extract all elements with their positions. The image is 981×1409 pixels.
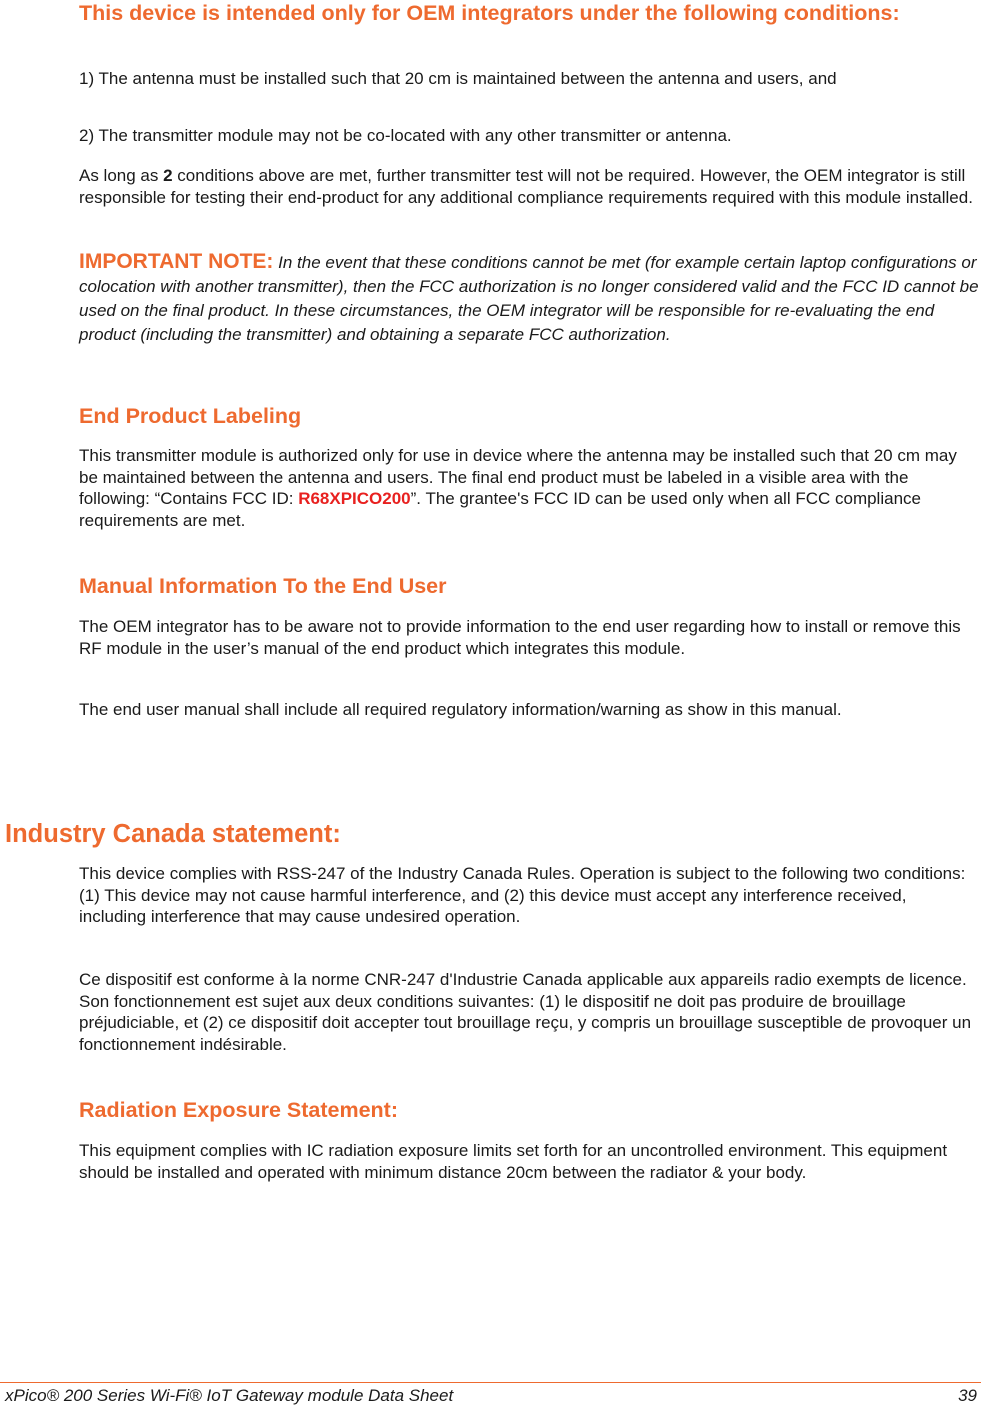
fcc-id: R68XPICO200 — [298, 489, 411, 508]
manual-paragraph-2: The end user manual shall include all required regulatory information/warning as show in this manual. — [79, 700, 842, 719]
footer-divider — [0, 1382, 981, 1383]
conditions-count: 2 — [163, 166, 173, 185]
labeling-paragraph — [79, 445, 974, 531]
radiation-exposure-heading: Radiation Exposure Statement: — [79, 1098, 398, 1122]
labeling-text-after: ”. The grantee's FCC ID can be used only when all FCC compliance requirements are met. — [79, 489, 921, 530]
oem-conditions-heading: This device is intended only for OEM integrators under the following conditions: — [79, 1, 900, 25]
conditions-met-rest: conditions above are met, further transmitter test will not be required. However, the OEM integrator is still responsible for testing their end-product for any additional compliance requirements required with this module installed. — [79, 166, 973, 207]
conditions-met-paragraph — [79, 165, 974, 208]
condition-2-text: 2) The transmitter module may not be co-located with any other transmitter or antenna. — [79, 126, 732, 145]
important-note-text: In the event that these conditions cannot be met (for example certain laptop configurations or colocation with another transmitter), then the FCC authorization is no longer considered valid and the FCC ID cannot be used on the final product. In these circumstances, the OEM integrator will be responsible for re-evaluating the end product (including the transmitter) and obtaining a separate FCC authorization. — [79, 253, 979, 344]
manual-paragraph-1: The OEM integrator has to be aware not to provide information to the end user regarding how to install or remove this RF module in the user’s manual of the end product which integrates this module. — [79, 617, 961, 658]
condition-1-text: 1) The antenna must be installed such that 20 cm is maintained between the antenna and users, and — [79, 69, 837, 88]
radiation-exposure-paragraph: This equipment complies with IC radiation exposure limits set forth for an uncontrolled environment. This equipment should be installed and operated with minimum distance 20cm between the radiator & your body. — [79, 1141, 948, 1182]
conditions-met-prefix: As long as — [79, 166, 164, 185]
footer-document-title: xPico® 200 Series Wi-Fi® IoT Gateway module Data Sheet — [5, 1386, 454, 1405]
ic-english-paragraph: This device complies with RSS-247 of the Industry Canada Rules. Operation is subject to the following two conditions: (1) This device may not cause harmful interference, and (2) this device must accept any interference received, including interference that may cause undesired operation. — [79, 864, 966, 926]
important-note-label: IMPORTANT NOTE: — [79, 250, 274, 273]
manual-information-heading: Manual Information To the End User — [79, 574, 447, 598]
end-product-labeling-heading: End Product Labeling — [79, 404, 302, 428]
ic-french-paragraph: Ce dispositif est conforme à la norme CNR-247 d'Industrie Canada applicable aux appareils radio exempts de licence. Son fonctionnement est sujet aux deux conditions suivantes: (1) le dispositif ne doit pas produire de brouillage préjudiciable, et (2) ce dispositif doit accepter tout brouillage reçu, y compris un brouillage susceptible de provoquer un fonctionnement indésirable. — [79, 970, 972, 1054]
important-note-paragraph — [79, 250, 979, 347]
industry-canada-heading: Industry Canada statement: — [5, 820, 341, 848]
labeling-text-before: This transmitter module is authorized only for use in device where the antenna may be installed such that 20 cm may be maintained between the antenna and users. The final end product must be labeled in a visible area with the following: “Contains FCC ID: — [79, 446, 957, 508]
footer-page-number: 39 — [958, 1386, 977, 1405]
